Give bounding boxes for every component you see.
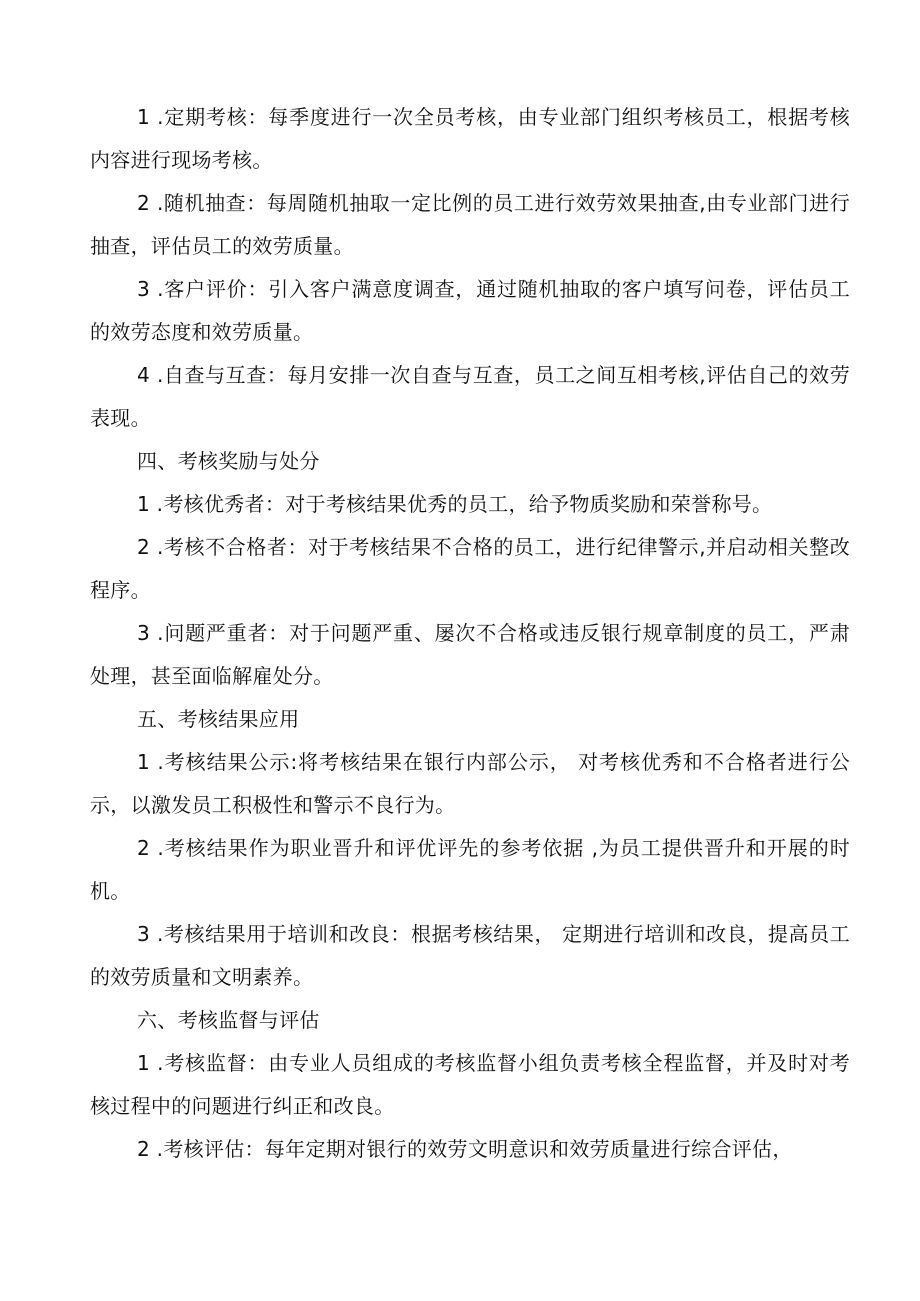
paragraph-promotion-reference: 2 .考核结果作为职业晋升和评优评先的参考依据 ,为员工提供晋升和开展的时机。 [90, 836, 850, 903]
section-heading-result-application: 五、考核结果应用 [137, 707, 300, 731]
section-heading-supervision-evaluation: 六、考核监督与评估 [137, 1008, 320, 1032]
paragraph-training-improvement: 3 .考核结果用于培训和改良：根据考核结果， 定期进行培训和改良，提高员工的效劳质量和文明素养。 [90, 922, 850, 989]
paragraph-self-mutual-check: 4 .自查与互查：每月安排一次自查与互查，员工之间互相考核,评估自己的效劳表现。 [90, 363, 850, 430]
paragraph-unqualified: 2 .考核不合格者：对于考核结果不合格的员工，进行纪律警示,并启动相关整改程序。 [90, 535, 850, 602]
paragraph-serious-issues: 3 .问题严重者：对于问题严重、屡次不合格或违反银行规章制度的员工，严肃处理，甚至面临解雇处分。 [90, 621, 850, 688]
section-heading-rewards-penalties: 四、考核奖励与处分 [137, 449, 320, 473]
paragraph-evaluation: 2 .考核评估：每年定期对银行的效劳文明意识和效劳质量进行综合评估， [137, 1137, 793, 1161]
paragraph-regular-check: 1 .定期考核：每季度进行一次全员考核，由专业部门组织考核员工，根据考核内容进行现场考核。 [90, 105, 850, 172]
paragraph-supervision: 1 .考核监督：由专业人员组成的考核监督小组负责考核全程监督，并及时对考核过程中的问题进行纠正和改良。 [90, 1051, 850, 1118]
document-body [90, 96, 850, 1171]
paragraph-result-publicity: 1 .考核结果公示:将考核结果在银行内部公示， 对考核优秀和不合格者进行公示，以激发员工积极性和警示不良行为。 [90, 750, 850, 817]
paragraph-excellent: 1 .考核优秀者：对于考核结果优秀的员工，给予物质奖励和荣誉称号。 [137, 492, 773, 516]
paragraph-customer-evaluation: 3 .客户评价：引入客户满意度调查，通过随机抽取的客户填写问卷，评估员工的效劳态度和效劳质量。 [90, 277, 850, 344]
paragraph-random-inspection: 2 .随机抽查：每周随机抽取一定比例的员工进行效劳效果抽查,由专业部门进行抽查，评估员工的效劳质量。 [90, 191, 850, 258]
